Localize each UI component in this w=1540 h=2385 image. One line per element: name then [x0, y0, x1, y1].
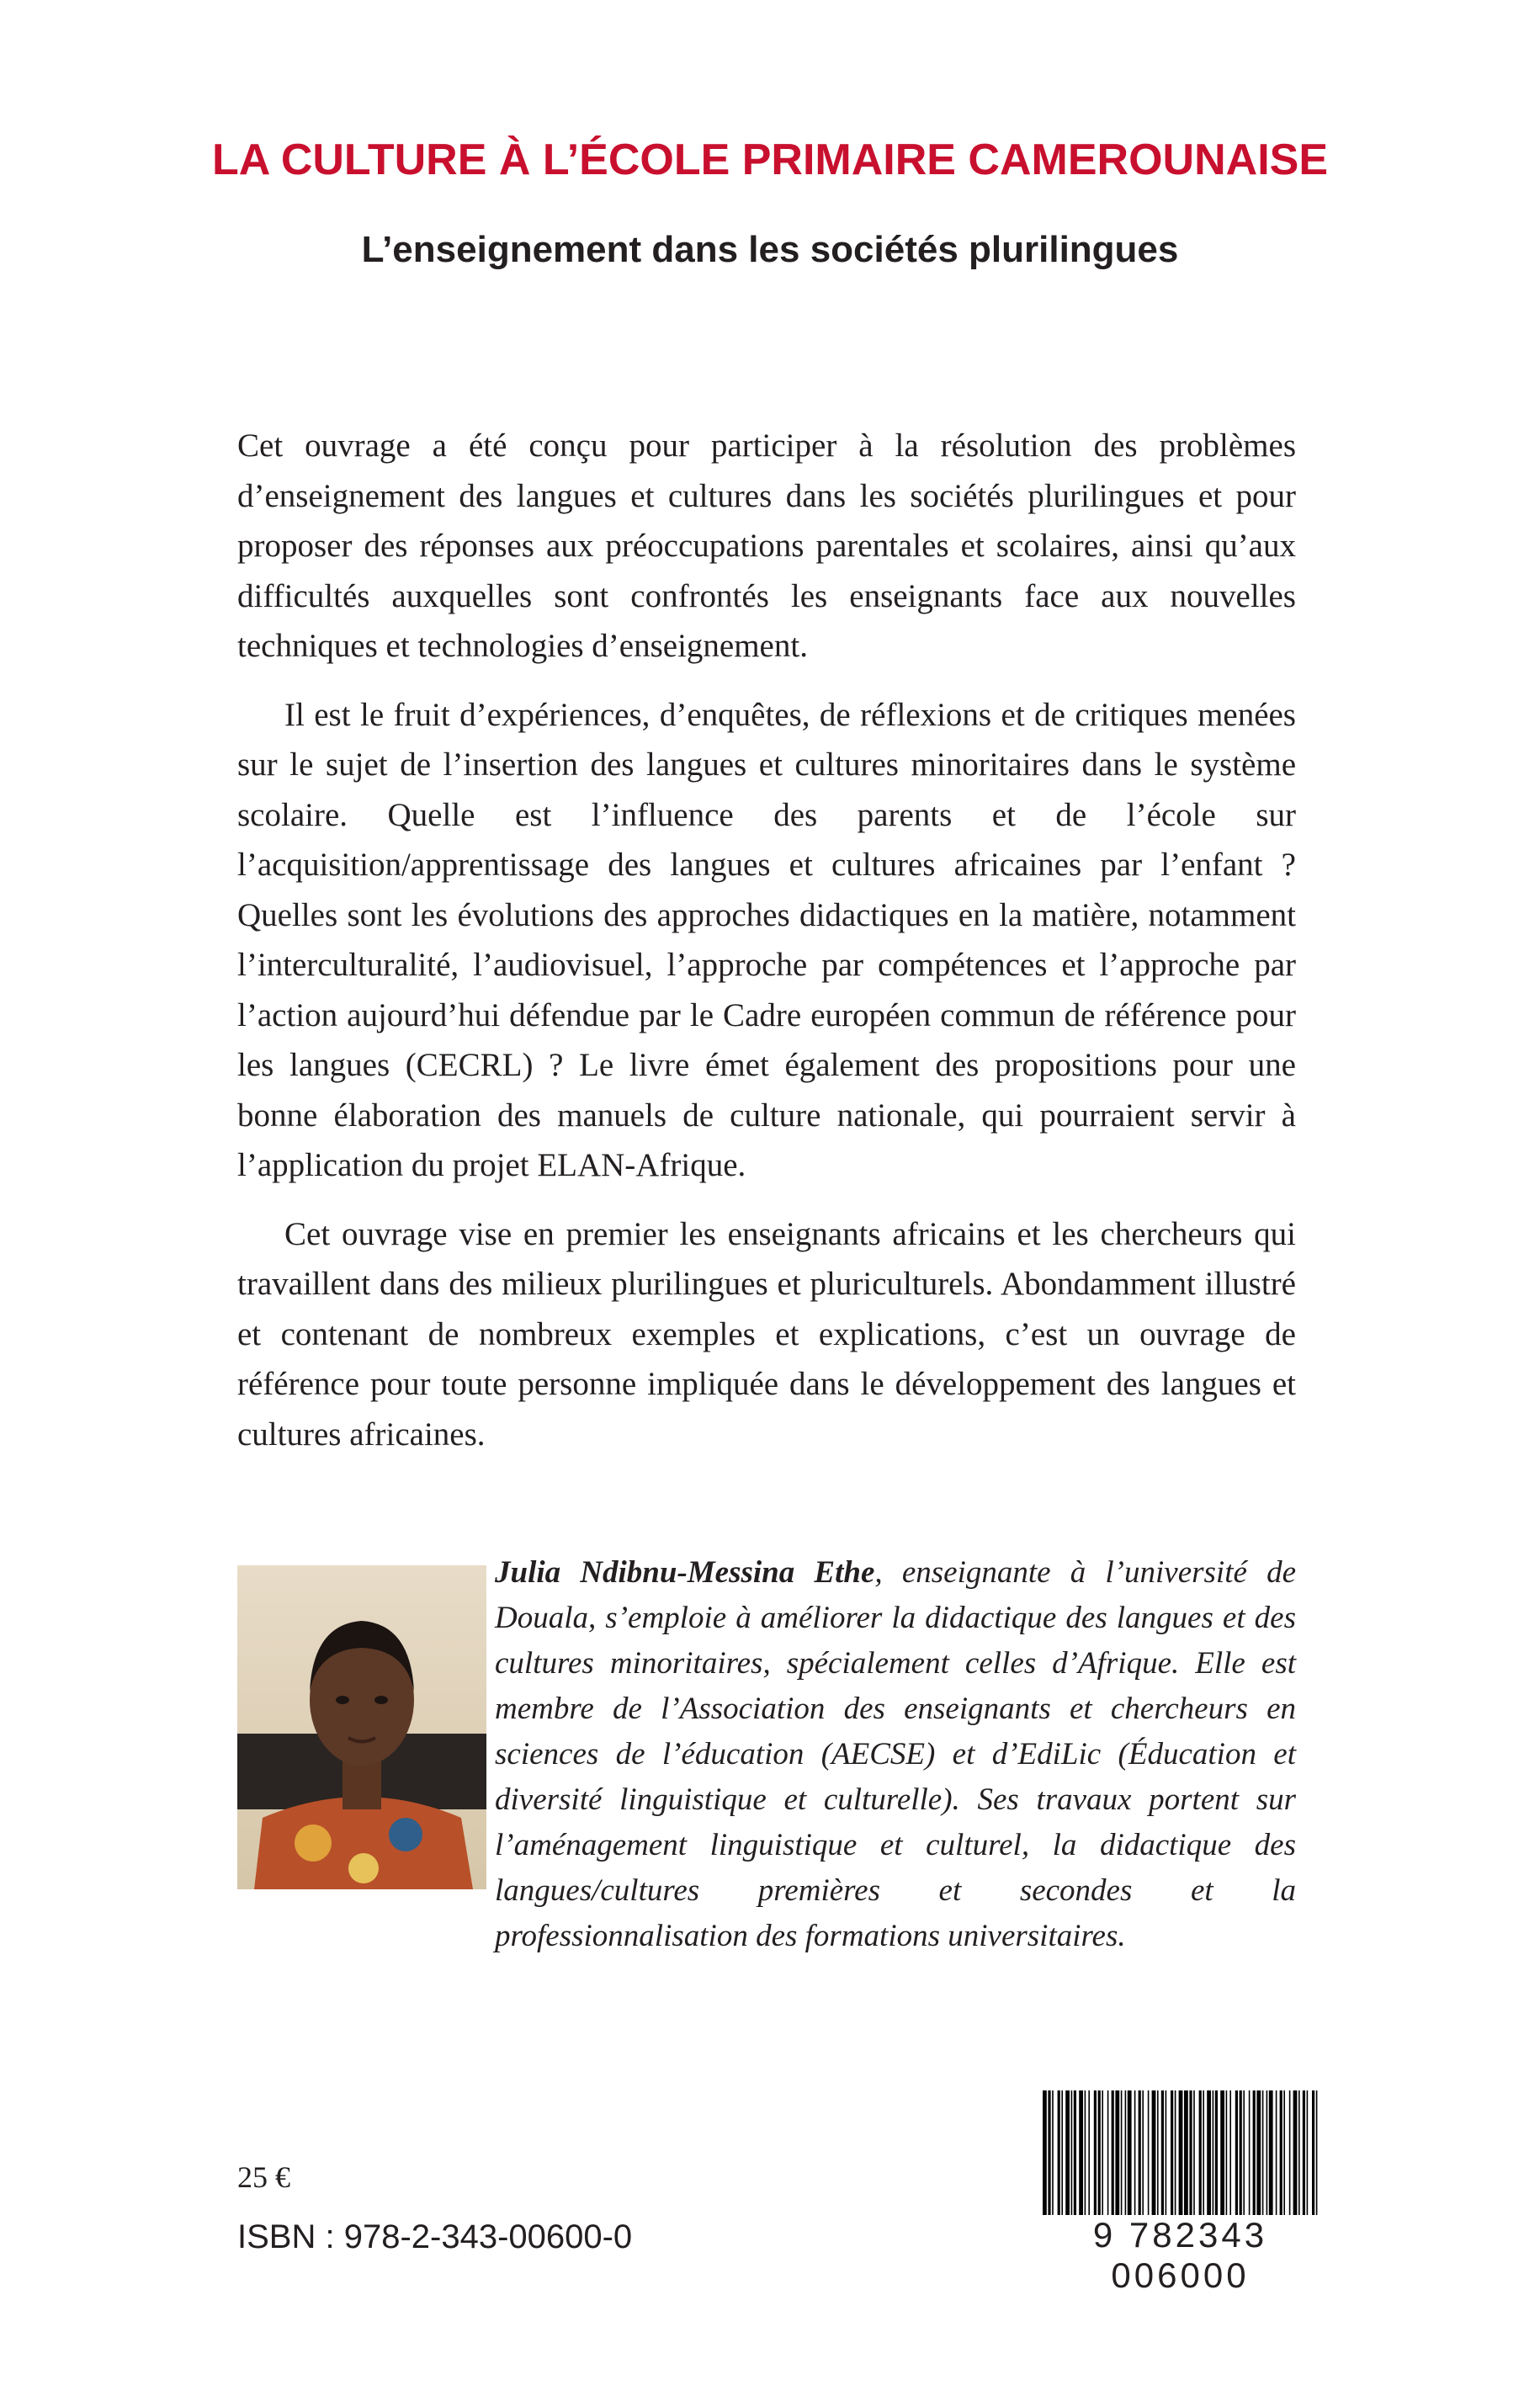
author-photo [237, 1565, 486, 1889]
book-subtitle: L’enseignement dans les sociétés plurilingues [361, 229, 1179, 270]
isbn: ISBN : 978-2-343-00600-0 [237, 2218, 633, 2255]
summary-paragraph-2: Il est le fruit d’expériences, d’enquêtes, de réflexions et de critiques menées sur le sujet de l’insertion des langues et cultures minoritaires dans le système scolaire. Quelle est l’influence des parents et de l’école sur l’acquisition/apprentissage des langues et cultures africaines par l’enfant ? Quelles sont les évolutions des approches didactiques en la matière, notamment l’interculturalité, l’audiovisuel, l’approche par compétences et l’approche par l’action aujourd’hui défendue par le Cadre européen commun de référence pour les langues (CECRL) ? Le livre émet également des propositions pour une bonne élaboration des manuels de culture nationale, qui pourraient servir à l’application du projet ELAN-Afrique. [237, 696, 1296, 1183]
summary-paragraph-3: Cet ouvrage vise en premier les enseignants africains et les chercheurs qui travaillent dans des milieux plurilingues et pluriculturels. Abondamment illustré et contenant de nombreux exemples et explications, c’est un ouvrage de référence pour toute personne impliquée dans le développement des langues et cultures africaines. [237, 1215, 1296, 1453]
book-title: LA CULTURE À L’ÉCOLE PRIMAIRE CAMEROUNAISE [211, 135, 1329, 184]
barcode-number: 9 782343 006000 [1039, 2215, 1321, 2296]
author-name: Julia Ndibnu-Messina Ethe [495, 1555, 875, 1590]
author-bio-text: , enseignante à l’université de Douala, s’emploie à améliorer la didactique des langues et des cultures minoritaires, spécialement celles d’Afrique. Elle est membre de l’Association des enseignants et chercheurs en sciences de l’éducation (AECSE) et d’EdiLic (Éducation et diversité linguistique et culturelle). Ses travaux portent sur l’aménagement linguistique et culturel, la didactique des langues/cultures premières et secondes et la professionnalisation des formations universitaires. [495, 1555, 1296, 1953]
author-biography [495, 1550, 1296, 1959]
summary-paragraph-1: Cet ouvrage a été conçu pour participer à la résolution des problèmes d’enseignement des langues et cultures dans les sociétés plurilingues et pour proposer des réponses aux préoccupations parentales et scolaires, ainsi qu’aux difficultés auxquelles sont confrontés les enseignants face aux nouvelles techniques et technologies d’enseignement. [237, 428, 1296, 664]
price: 25 € [237, 2160, 290, 2194]
back-cover-summary [237, 421, 1296, 1478]
